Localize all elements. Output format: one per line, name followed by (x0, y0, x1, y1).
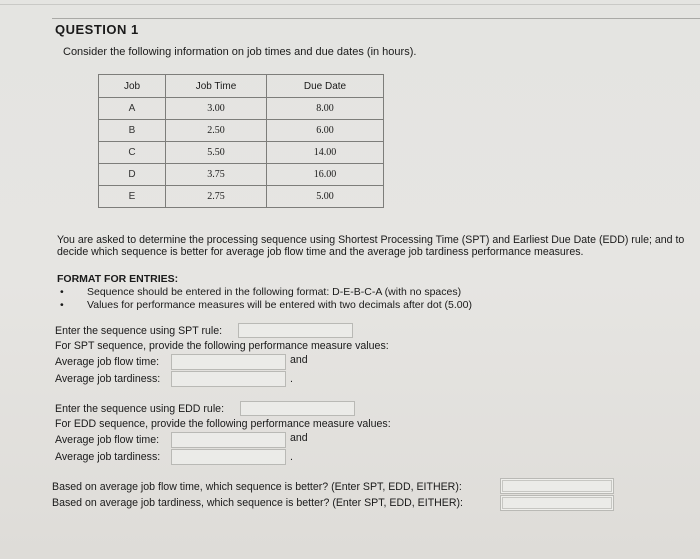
table-row (99, 120, 384, 142)
spt-flow-label: Average job flow time: (55, 356, 160, 368)
cell-job-time: 2.75 (166, 186, 267, 208)
table-row (99, 164, 384, 186)
edd-sequence-label: Enter the sequence using EDD rule: (55, 403, 225, 415)
better-tardiness-question: Based on average job tardiness, which sequence is better? (Enter SPT, EDD, EITHER): (52, 497, 463, 509)
edd-tardiness-field[interactable] (171, 449, 286, 465)
cell-due-date: 6.00 (267, 120, 384, 142)
bullet-text: Sequence should be entered in the following format: D-E-B-C-A (with no spaces) (87, 286, 462, 298)
edd-tardiness-input[interactable] (172, 454, 285, 468)
header-due-date: Due Date (267, 75, 384, 98)
instructions-paragraph: You are asked to determine the processing sequence using Shortest Processing Time (SPT) and Earliest Due Date (EDD) rule; and to decide which sequence is better for average job flow time and the average job tardiness performance measures. (57, 234, 685, 258)
better-tardiness-field[interactable] (500, 495, 614, 511)
spt-period: . (290, 373, 293, 385)
divider (52, 18, 700, 19)
cell-due-date: 8.00 (267, 98, 384, 120)
cell-job: E (99, 186, 166, 208)
table-row (99, 142, 384, 164)
better-flow-question: Based on average job flow time, which sequence is better? (Enter SPT, EDD, EITHER): (52, 481, 462, 493)
spt-flow-field[interactable] (171, 354, 286, 370)
edd-sequence-field[interactable] (240, 401, 355, 416)
spt-tardiness-input[interactable] (172, 376, 285, 390)
question-intro: Consider the following information on job times and due dates (in hours). (63, 46, 417, 58)
spt-tardiness-label: Average job tardiness: (55, 373, 161, 385)
cell-job: B (99, 120, 166, 142)
header-job: Job (99, 75, 166, 98)
question-title: QUESTION 1 (55, 22, 139, 37)
cell-due-date: 14.00 (267, 142, 384, 164)
table-header-row (99, 75, 384, 98)
cell-job: D (99, 164, 166, 186)
spt-provide-label: For SPT sequence, provide the following performance measure values: (55, 340, 389, 352)
cell-job: A (99, 98, 166, 120)
better-tardiness-input[interactable] (501, 500, 613, 514)
edd-tardiness-label: Average job tardiness: (55, 451, 161, 463)
format-title: FORMAT FOR ENTRIES: (57, 273, 179, 285)
spt-sequence-label: Enter the sequence using SPT rule: (55, 325, 223, 337)
table-row (99, 98, 384, 120)
cell-job-time: 3.00 (166, 98, 267, 120)
spt-sequence-field[interactable] (238, 323, 353, 338)
divider-top (0, 4, 700, 5)
cell-job-time: 3.75 (166, 164, 267, 186)
cell-job-time: 2.50 (166, 120, 267, 142)
cell-due-date: 5.00 (267, 186, 384, 208)
spt-tardiness-field[interactable] (171, 371, 286, 387)
edd-flow-field[interactable] (171, 432, 286, 448)
cell-job-time: 5.50 (166, 142, 267, 164)
spt-and-label: and (290, 354, 308, 366)
cell-job: C (99, 142, 166, 164)
edd-period: . (290, 451, 293, 463)
cell-due-date: 16.00 (267, 164, 384, 186)
table-row (99, 186, 384, 208)
header-job-time: Job Time (166, 75, 267, 98)
bullet-icon: • (60, 299, 64, 311)
edd-flow-label: Average job flow time: (55, 434, 160, 446)
edd-provide-label: For EDD sequence, provide the following performance measure values: (55, 418, 391, 430)
job-table (98, 74, 384, 208)
edd-and-label: and (290, 432, 308, 444)
bullet-text: Values for performance measures will be entered with two decimals after dot (5.00) (87, 299, 472, 311)
better-flow-field[interactable] (500, 478, 614, 494)
bullet-icon: • (60, 286, 64, 298)
